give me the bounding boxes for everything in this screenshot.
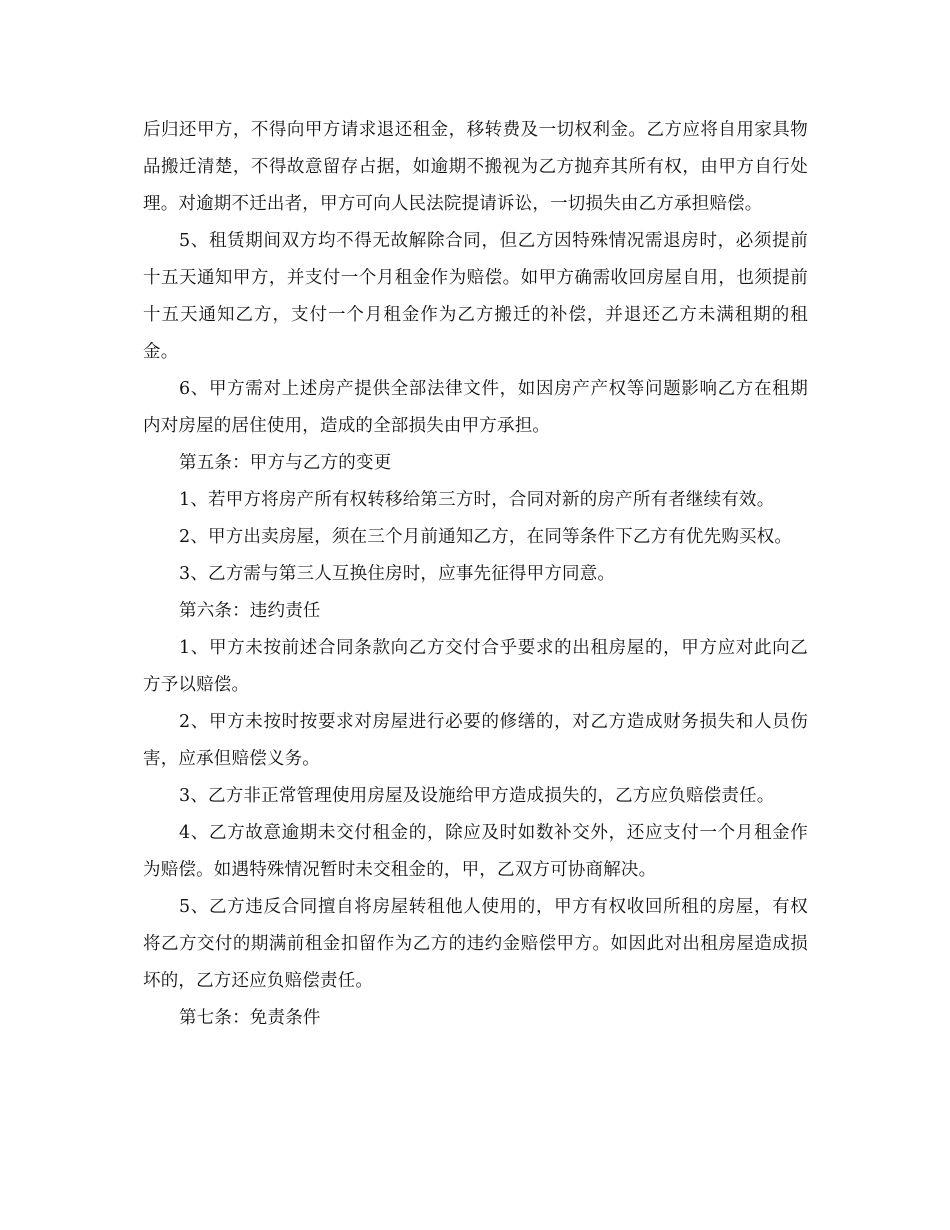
section-heading-article-6: 第六条：违约责任 xyxy=(179,601,321,621)
paragraph-article6-item-2: 2、甲方未按时按要求对房屋进行必要的修缮的，对乙方造成财务损失和人员伤害，应承但赔偿义务。 xyxy=(143,712,808,769)
paragraph-continuation: 后归还甲方，不得向甲方请求退还租金，移转费及一切权利金。乙方应将自用家具物品搬迁清楚，不得故意留存占据，如逾期不搬视为乙方抛弃其所有权，由甲方自行处理。对逾期不迁出者，甲方可向人民法院提请诉讼，一切损失由乙方承担赔偿。 xyxy=(143,120,808,214)
paragraph-clause-5: 5、租赁期间双方均不得无故解除合同，但乙方因特殊情况需退房时，必须提前十五天通知甲方，并支付一个月租金作为赔偿。如甲方确需收回房屋自用，也须提前十五天通知乙方，支付一个月租金作为乙方搬迁的补偿，并退还乙方未满租期的租金。 xyxy=(143,231,808,362)
paragraph-article5-item-1: 1、若甲方将房产所有权转移给第三方时，合同对新的房产所有者继续有效。 xyxy=(179,490,775,510)
paragraph-article5-item-2: 2、甲方出卖房屋，须在三个月前通知乙方，在同等条件下乙方有优先购买权。 xyxy=(179,527,793,547)
paragraph-clause-6: 6、甲方需对上述房产提供全部法律文件，如因房产产权等问题影响乙方在租期内对房屋的居住使用，造成的全部损失由甲方承担。 xyxy=(143,379,808,436)
document-body xyxy=(143,112,808,1037)
paragraph-article6-item-4: 4、乙方故意逾期未交付租金的，除应及时如数补交外，还应支付一个月租金作为赔偿。如遇特殊情况暂时未交租金的，甲，乙双方可协商解决。 xyxy=(143,823,808,880)
section-heading-article-5: 第五条：甲方与乙方的变更 xyxy=(179,453,392,473)
paragraph-article5-item-3: 3、乙方需与第三人互换住房时，应事先征得甲方同意。 xyxy=(179,564,616,584)
paragraph-article6-item-3: 3、乙方非正常管理使用房屋及设施给甲方造成损失的，乙方应负赔偿责任。 xyxy=(179,786,775,806)
paragraph-article6-item-5: 5、乙方违反合同擅自将房屋转租他人使用的，甲方有权收回所租的房屋，有权将乙方交付的期满前租金扣留作为乙方的违约金赔偿甲方。如因此对出租房屋造成损坏的，乙方还应负赔偿责任。 xyxy=(143,897,808,991)
paragraph-article6-item-1: 1、甲方未按前述合同条款向乙方交付合乎要求的出租房屋的，甲方应对此向乙方予以赔偿。 xyxy=(143,638,808,695)
section-heading-article-7: 第七条：免责条件 xyxy=(179,1008,321,1028)
